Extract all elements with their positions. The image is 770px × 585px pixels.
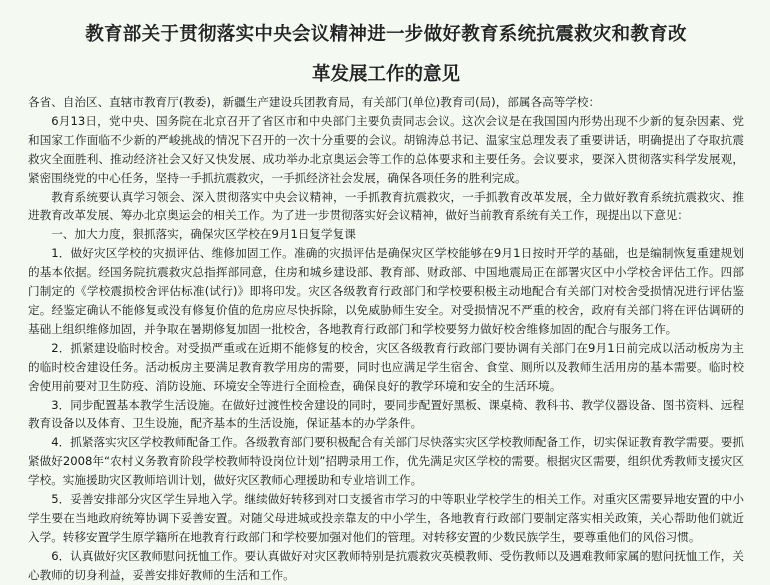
body-paragraph: 教育系统要认真学习领会、深入贯彻落实中央会议精神，一手抓教育抗震救灾，一手抓教育改革发展，全力做好教育系统抗震救灾、推进教育改革发展、筹办北京奥运会的相关工作。为了进一步贯彻落实好会议精神，做好当前教育系统有关工作，现提出以下意见： [28,189,744,223]
body-paragraph: 一、加大力度，狠抓落实，确保灾区学校在9月1日复学复课 [51,227,356,242]
body-paragraph: 6．认真做好灾区教师慰问抚恤工作。要认真做好对灾区教师特别是抗震救灾英模教师、受伤教师以及遇难教师家属的慰问抚恤工作，关心教师的切身利益，妥善安排好教师的生活和工作。 [28,548,744,582]
body-paragraph: 6月13日，党中央、国务院在北京召开了省区市和中央部门主要负责同志会议。这次会议是在我国国内形势出现不少新的复杂因素、党和国家工作面临不少新的严峻挑战的情况下召开的一次十分重要的会议。胡锦涛总书记、温家宝总理发表了重要讲话，明确提出了夺取抗震救灾全面胜利、推动经济社会又好又快发展、成功举办北京奥运会等工作的总体要求和主要任务。会议要求，要深入贯彻落实科学发展观，紧密围绕党的中心任务，坚持一手抓抗震救灾，一手抓经济社会发展，确保各项任务的胜利完成。 [28,113,744,185]
salutation: 各省、自治区、直辖市教育厅(教委)，新疆生产建设兵团教育局，有关部门(单位)教育司(局)，部属各高等学校： [28,95,601,109]
document-body [28,93,744,585]
document-title-line-2: 革发展工作的意见 [311,64,460,85]
body-paragraph: 4．抓紧落实灾区学校教师配备工作。各级教育部门要积极配合有关部门尽快落实灾区学校教师配备工作，切实保证教育教学需要。要抓紧做好2008年“农村义务教育阶段学校教师特设岗位计划”招聘录用工作，优先满足灾区学校的需要。根据灾区需要，组织优秀教师支援灾区学校。实施援助灾区教师培训计划，做好灾区教师心理援助和专业培训工作。 [28,435,744,488]
document-title-line-1: 教育部关于贯彻落实中央会议精神进一步做好教育系统抗震救灾和教育改 [85,24,687,45]
body-paragraph: 3．同步配置基本教学生活设施。在做好过渡性校舍建设的同时，要同步配置好黑板、课桌椅、教科书、教学仪器设备、图书资料、远程教育设备以及体育、卫生设施，配齐基本的生活设施，保证基本的办学条件。 [28,397,744,431]
body-paragraph: 1．做好灾区学校的灾损评估、维修加固工作。准确的灾损评估是确保灾区学校能够在9月1日按时开学的基础，也是编制恢复重建规划的基本依据。经国务院抗震救灾总指挥部同意，住房和城乡建设部、教育部、财政部、中国地震局正在部署灾区中小学校舍评估工作。四部门制定的《学校震损校舍评估标准(试行)》即将印发。灾区各级教育行政部门和学校要积极主动地配合有关部门对校舍受损情况进行评估鉴定。经鉴定确认不能修复或没有修复价值的危房应尽快拆除，以免威胁师生安全。对受损情况不严重的校舍，政府有关部门将在评估调研的基础上组织维修加固，并争取在暑期修复加固一批校舍，各地教育行政部门和学校要努力做好校舍维修加固的配合与服务工作。 [28,246,744,336]
body-paragraph: 2．抓紧建设临时校舍。对受损严重或在近期不能修复的校舍，灾区各级教育行政部门要协调有关部门在9月1日前完成以活动板房为主的临时校舍建设任务。活动板房主要满足教育教学用房的需要，同时也应满足学生宿舍、食堂、厕所以及教师生活用房的基本需要。临时校舍使用前要对卫生防疫、消防设施、环境安全等进行全面检查，确保良好的教学环境和安全的生活环境。 [28,340,744,393]
body-paragraph: 5．妥善安排部分灾区学生异地入学。继续做好转移到对口支援省市学习的中等职业学校学生的相关工作。对重灾区需要异地安置的中小学生要在当地政府统筹协调下妥善安置。对随父母进城或投亲靠友的中小学生，各地教育行政部门要制定落实相关政策，关心帮助他们就近入学。转移安置学生原学籍所在地教育行政部门和学校要加强对他们的管理。对转移安置的少数民族学生，要尊重他们的风俗习惯。 [28,492,744,544]
